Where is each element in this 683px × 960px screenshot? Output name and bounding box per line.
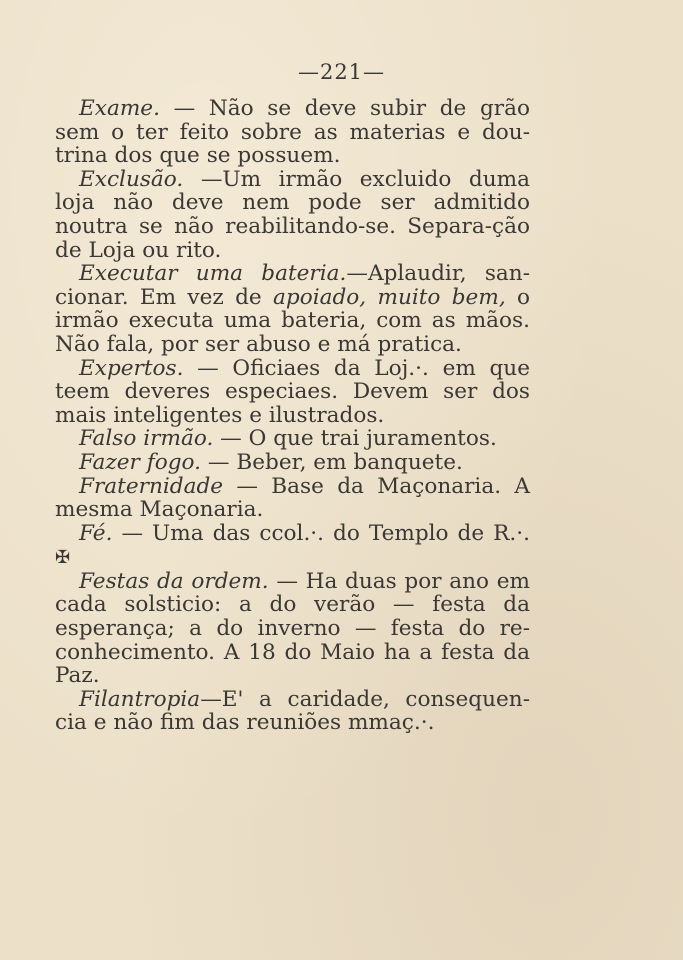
entry-fazer-fogo <box>55 451 530 475</box>
entry-falso-irmao <box>55 427 530 451</box>
entry-definition-italic: apoiado, muito bem, <box>273 284 506 310</box>
entry-term: Fraternidade <box>79 473 224 499</box>
entry-definition: — O que trai juramentos. <box>213 426 497 452</box>
entry-expertos <box>55 357 530 428</box>
entry-definition: — Ha duas por ano em cada solsticio: a do verão — festa da esperança; a do inverno — festa do re-conhecimento. A 18 do Maio ha a festa da Paz. <box>55 568 530 689</box>
entry-term: Exclusão. <box>79 166 184 192</box>
entry-definition: —E' a caridade, consequen-cia e não fim das reuniões mmaç.·. <box>55 686 530 736</box>
entry-definition: — Beber, em banquete. <box>201 449 463 475</box>
entry-fe <box>55 522 530 570</box>
glossary-text <box>55 97 530 735</box>
entry-definition: — Oficiaes da Loj.·. em que teem deveres especiaes. Devem ser dos mais inteligentes e ilustrados. <box>55 355 530 428</box>
entry-exame <box>55 97 530 168</box>
entry-term: Falso irmão. <box>79 426 214 452</box>
entry-term: Executar uma bateria. <box>79 261 347 287</box>
entry-term: Fé. <box>79 520 113 546</box>
entry-filantropia <box>55 688 530 735</box>
maltese-cross-icon: ✠ <box>55 547 71 569</box>
entry-definition: — Uma das ccol.·. do Templo de R.·. <box>112 520 530 546</box>
entry-definition: — Base da Maçonaria. A mesma Maçonaria. <box>55 473 530 523</box>
entry-term: Festas da ordem. <box>79 568 269 594</box>
entry-fraternidade <box>55 475 530 522</box>
entry-festas-da-ordem <box>55 570 530 688</box>
entry-executar-bateria <box>55 262 530 356</box>
entry-definition-part: —Aplaudir, san-cionar. Em vez de <box>55 261 530 310</box>
page-number: —221— <box>297 60 386 84</box>
entry-definition-part: o irmão executa uma bateria, com as mãos. Não fala, por ser abuso e má pratica. <box>55 284 530 357</box>
entry-definition: — Não se deve subir de grão sem o ter feito sobre as materias e dou-trina dos que se possuem. <box>55 96 530 169</box>
entry-term: Exame. <box>79 96 160 121</box>
entry-exclusao <box>55 168 530 262</box>
entry-term: Filantropia <box>79 686 201 712</box>
entry-definition: —Um irmão excluido duma loja não deve nem pode ser admitido noutra se não reabilitando-se. Separa-ção de Loja ou rito. <box>55 166 530 263</box>
entry-term: Fazer fogo. <box>79 449 202 475</box>
entry-term: Expertos. <box>79 355 184 381</box>
